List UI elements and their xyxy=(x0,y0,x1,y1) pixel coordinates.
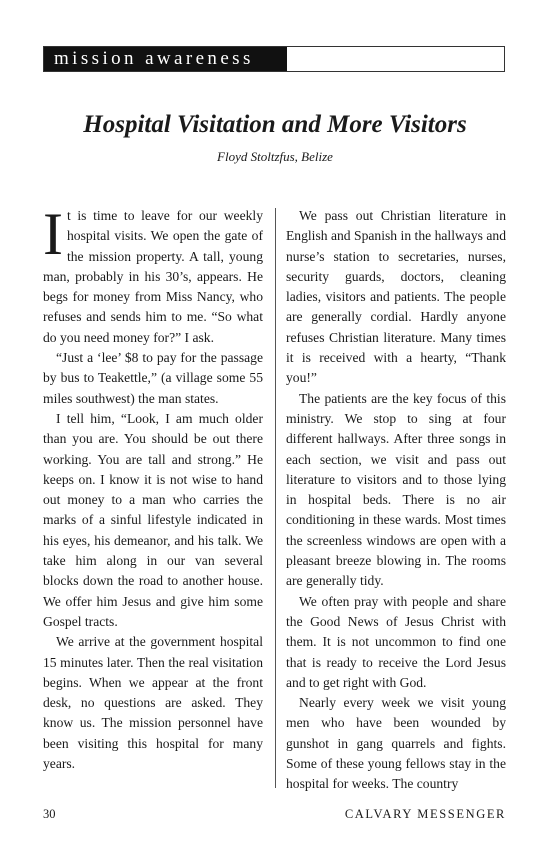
section-header-bar xyxy=(43,46,505,72)
page-number: 30 xyxy=(43,807,56,821)
article-byline: Floyd Stoltzfus, Belize xyxy=(217,149,333,164)
article-title: Hospital Visitation and More Visitors xyxy=(83,111,467,138)
paragraph-text: t is time to leave for our weekly hospital visits. We open the gate of the mission property. A tall, young man, probably in his 30’s, appears. He begs for money from Miss Nancy, who refuses and sends him to me. “So what do you need money for?” I ask. xyxy=(43,208,263,345)
magazine-name: CALVARY MESSENGER xyxy=(344,807,506,821)
paragraph: We arrive at the government hospital 15 minutes later. Then the real visitation begins. When we appear at the front desk, no questions are asked. They know us. The mission personnel have been visiting this hospital for many years. xyxy=(43,634,263,772)
drop-cap: I xyxy=(43,201,63,267)
column-divider xyxy=(275,208,276,788)
section-label: mission awareness xyxy=(44,47,287,71)
right-column xyxy=(286,206,506,796)
paragraph xyxy=(43,201,263,348)
paragraph: We often pray with people and share the Good News of Jesus Christ with them. It is not uncommon to find one that is ready to receive the Lord Jesus and to get right with God. xyxy=(286,593,506,690)
paragraph: “Just a ‘lee’ $8 to pay for the passage by bus to Teakettle,” (a village some 55 miles southwest) the man states. xyxy=(43,350,263,406)
paragraph: I tell him, “Look, I am much older than you are. You should be out there working. You are tall and strong.” He keeps on. I know it is not wise to hand out money to a man who carries the marks of a sinful lifestyle indicated in his eyes, his demeanor, and his talk. We take him along in our van several blocks down the road to another house. We offer him Jesus and give him some Gospel tracts. xyxy=(43,410,263,629)
left-column xyxy=(43,201,263,796)
paragraph: The patients are the key focus of this ministry. We stop to sing at four different hallways. After three songs in each section, we visit and pass out literature to visitors and to those lying in hospital beds. There is no air conditioning in these wards. Most times the screenless windows are open with a pleasant breeze blowing in. The rooms are generally tidy. xyxy=(286,390,506,589)
paragraph: Nearly every week we visit young men who have been wounded by gunshot in gang quarrels and fights. Some of these young fellows stay in the hospital for weeks. The country xyxy=(286,695,506,792)
paragraph: We pass out Christian literature in English and Spanish in the hallways and nurse’s station to secretaries, nurses, security guards, doctors, cleaning ladies, visitors and patients. The people are generally cordial. Hardly anyone refuses Christian literature. Many times it is received with a hearty, “Thank you!” xyxy=(286,208,506,386)
